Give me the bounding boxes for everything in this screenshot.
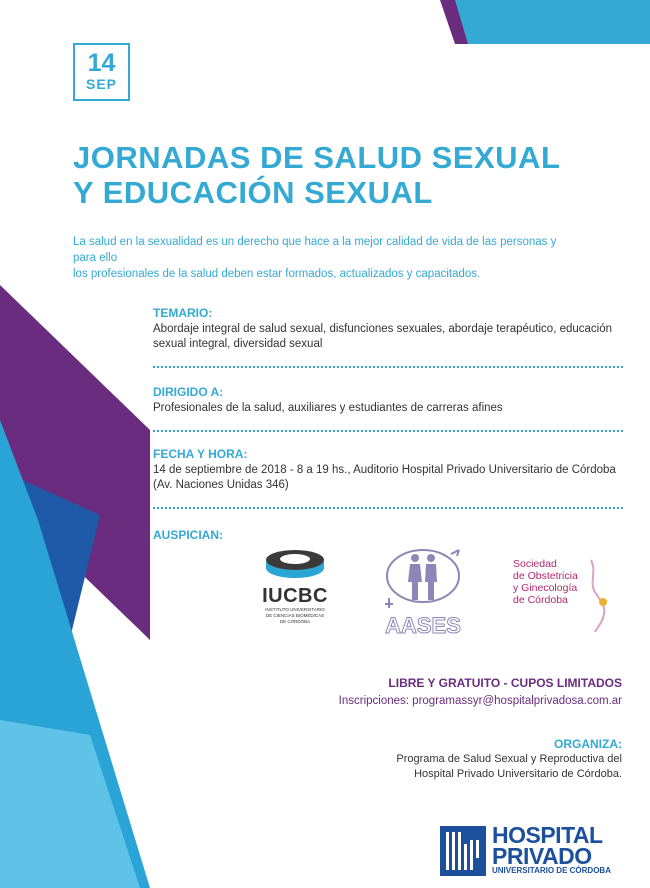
divider (153, 366, 623, 368)
fecha-line-1: 14 de septiembre de 2018 - 8 a 19 hs., Auditorio Hospital Privado Universitario de Córdoba (153, 464, 616, 476)
iucbc-subtitle-2: DE CIENCIAS BIOMÉDICAS (265, 613, 325, 618)
date-badge (73, 43, 130, 101)
fecha-heading: FECHA Y HORA: (153, 447, 248, 461)
aases-logo (378, 548, 468, 636)
dirigido-heading: DIRIGIDO A: (153, 385, 224, 399)
intro-paragraph (73, 234, 573, 282)
intro-line-1: La salud en la sexualidad es un derecho que hace a la mejor calidad de vida de las personas y para ello (73, 236, 557, 264)
fecha-line-2: (Av. Naciones Unidas 346) (153, 479, 289, 491)
hp-line-2: PRIVADO (492, 843, 592, 869)
sogc-line-2: de Obstetricia (513, 570, 578, 582)
dirigido-body: Profesionales de la salud, auxiliares y estudiantes de carreras afines (153, 402, 503, 414)
organiza-line-2: Hospital Privado Universitario de Córdoba. (414, 768, 622, 780)
sogc-logo (513, 558, 613, 634)
sogc-line-1: Sociedad (513, 558, 557, 570)
date-month: SEP (85, 76, 117, 92)
intro-line-2: los profesionales de la salud deben estar formados, actualizados y capacitados. (73, 268, 481, 280)
title-line-1: JORNADAS DE SALUD SEXUAL (73, 140, 561, 175)
free-limited-text: LIBRE Y GRATUITO - CUPOS LIMITADOS (388, 676, 622, 690)
iucbc-subtitle-1: INSTITUTO UNIVERSITARIO (265, 607, 325, 612)
temario-heading: TEMARIO: (153, 306, 213, 320)
iucbc-logo (255, 548, 335, 638)
fecha-body (153, 463, 623, 493)
iucbc-ring-icon (264, 548, 326, 580)
page-title (73, 140, 633, 210)
sogc-silhouette-icon (585, 558, 613, 632)
divider (153, 430, 623, 432)
hp-line-1: HOSPITAL (492, 822, 603, 848)
hp-line-3: UNIVERSITARIO DE CÓRDOBA (492, 866, 611, 875)
hp-mark-icon (440, 826, 486, 876)
hospital-privado-logo (440, 822, 630, 878)
temario-line-2: sexual integral, diversidad sexual (153, 338, 323, 350)
sogc-line-4: de Córdoba (513, 594, 568, 606)
iucbc-name: IUCBC (262, 585, 328, 607)
temario-line-1: Abordaje integral de salud sexual, disfunciones sexuales, abordaje terapéutico, educación (153, 323, 613, 335)
organiza-heading: ORGANIZA: (554, 737, 622, 751)
aases-figures-icon (383, 548, 463, 610)
inscripciones-text: Inscripciones: programassyr@hospitalprivadosa.com.ar (338, 695, 622, 707)
aases-name: AASES (385, 613, 461, 638)
temario-body (153, 322, 623, 352)
divider (153, 507, 623, 509)
organiza-body (362, 752, 622, 782)
auspician-heading: AUSPICIAN: (153, 528, 224, 542)
iucbc-subtitle-3: DE CÓRDOBA (279, 619, 311, 624)
sogc-line-3: y Ginecología (513, 582, 578, 594)
title-line-2: Y EDUCACIÓN SEXUAL (73, 175, 433, 210)
top-right-blue-band (455, 0, 650, 44)
organiza-line-1: Programa de Salud Sexual y Reproductiva del (396, 753, 622, 765)
date-day: 14 (87, 49, 116, 77)
